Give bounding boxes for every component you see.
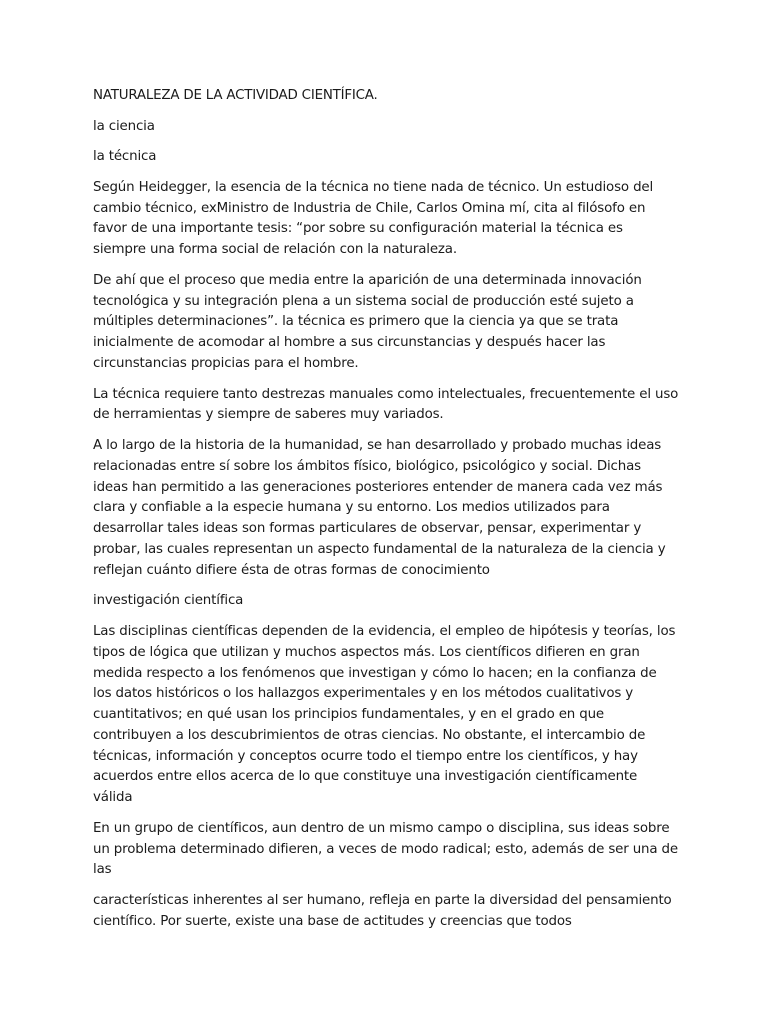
paragraph-historia: A lo largo de la historia de la humanidad, se han desarrollado y probado muchas ideas relacionadas entre sí sobre los ámbitos físico, biológico, psicológico y social. Dichas ideas han permitido a las generaciones posteriores entender de manera cada vez más clara y confiable a la especie humana y su entorno. Los medios utilizados para desarrollar tales ideas son formas particulares de observar, pensar, experimentar y probar, las cuales representan un aspecto fundamental de la naturaleza de la ciencia y reflejan cuánto difiere ésta de otras formas de conocimiento: [93, 437, 666, 578]
paragraph-heidegger: Según Heidegger, la esencia de la técnica no tiene nada de técnico. Un estudioso del cambio técnico, exMinistro de Industria de Chile, Carlos Omina mí, cita al filósofo en favor de una importante tesis: “por sobre su configuración material la técnica es siempre una forma social de relación con la naturaleza.: [93, 179, 654, 258]
subheading-investigacion: investigación científica: [93, 593, 244, 609]
document-title: NATURALEZA DE LA ACTIVIDAD CIENTÍFICA.: [93, 88, 378, 103]
paragraph-caracteristicas: características inherentes al ser humano, refleja en parte la diversidad del pensamiento científico. Por suerte, existe una base de actitudes y creencias que todos: [93, 893, 672, 929]
paragraph-disciplinas: Las disciplinas científicas dependen de la evidencia, el empleo de hipótesis y teorías, los tipos de lógica que utilizan y muchos aspectos más. Los científicos difieren en gran medida respecto a los fenómenos que investigan y cómo lo hacen; en la confianza de los datos históricos o los hallazgos experimentales y en los métodos cualitativos y cuantitativos; en qué usan los principios fundamentales, y en el grado en que contribuyen a los descubrimientos de otras ciencias. No obstante, el intercambio de técnicas, información y conceptos ocurre todo el tiempo entre los científicos, y hay acuerdos entre ellos acerca de lo que constituye una investigación científicamente válida: [93, 623, 676, 806]
paragraph-grupo: En un grupo de científicos, aun dentro de un mismo campo o disciplina, sus ideas sobre un problema determinado difieren, a veces de modo radical; esto, además de ser una de las: [93, 820, 678, 878]
paragraph-innovacion: De ahí que el proceso que media entre la aparición de una determinada innovación tecnológica y su integración plena a un sistema social de producción esté sujeto a múltiples determinaciones”. la técnica es primero que la ciencia ya que se trata inicialmente de acomodar al hombre a sus circunstancias y después hacer las circunstancias propicias para el hombre.: [93, 272, 642, 371]
document-body: [93, 86, 679, 942]
subheading-la-tecnica: la técnica: [93, 149, 157, 165]
subheading-la-ciencia: la ciencia: [93, 118, 155, 134]
paragraph-destrezas: La técnica requiere tanto destrezas manuales como intelectuales, frecuentemente el uso de herramientas y siempre de saberes muy variados.: [93, 386, 679, 423]
